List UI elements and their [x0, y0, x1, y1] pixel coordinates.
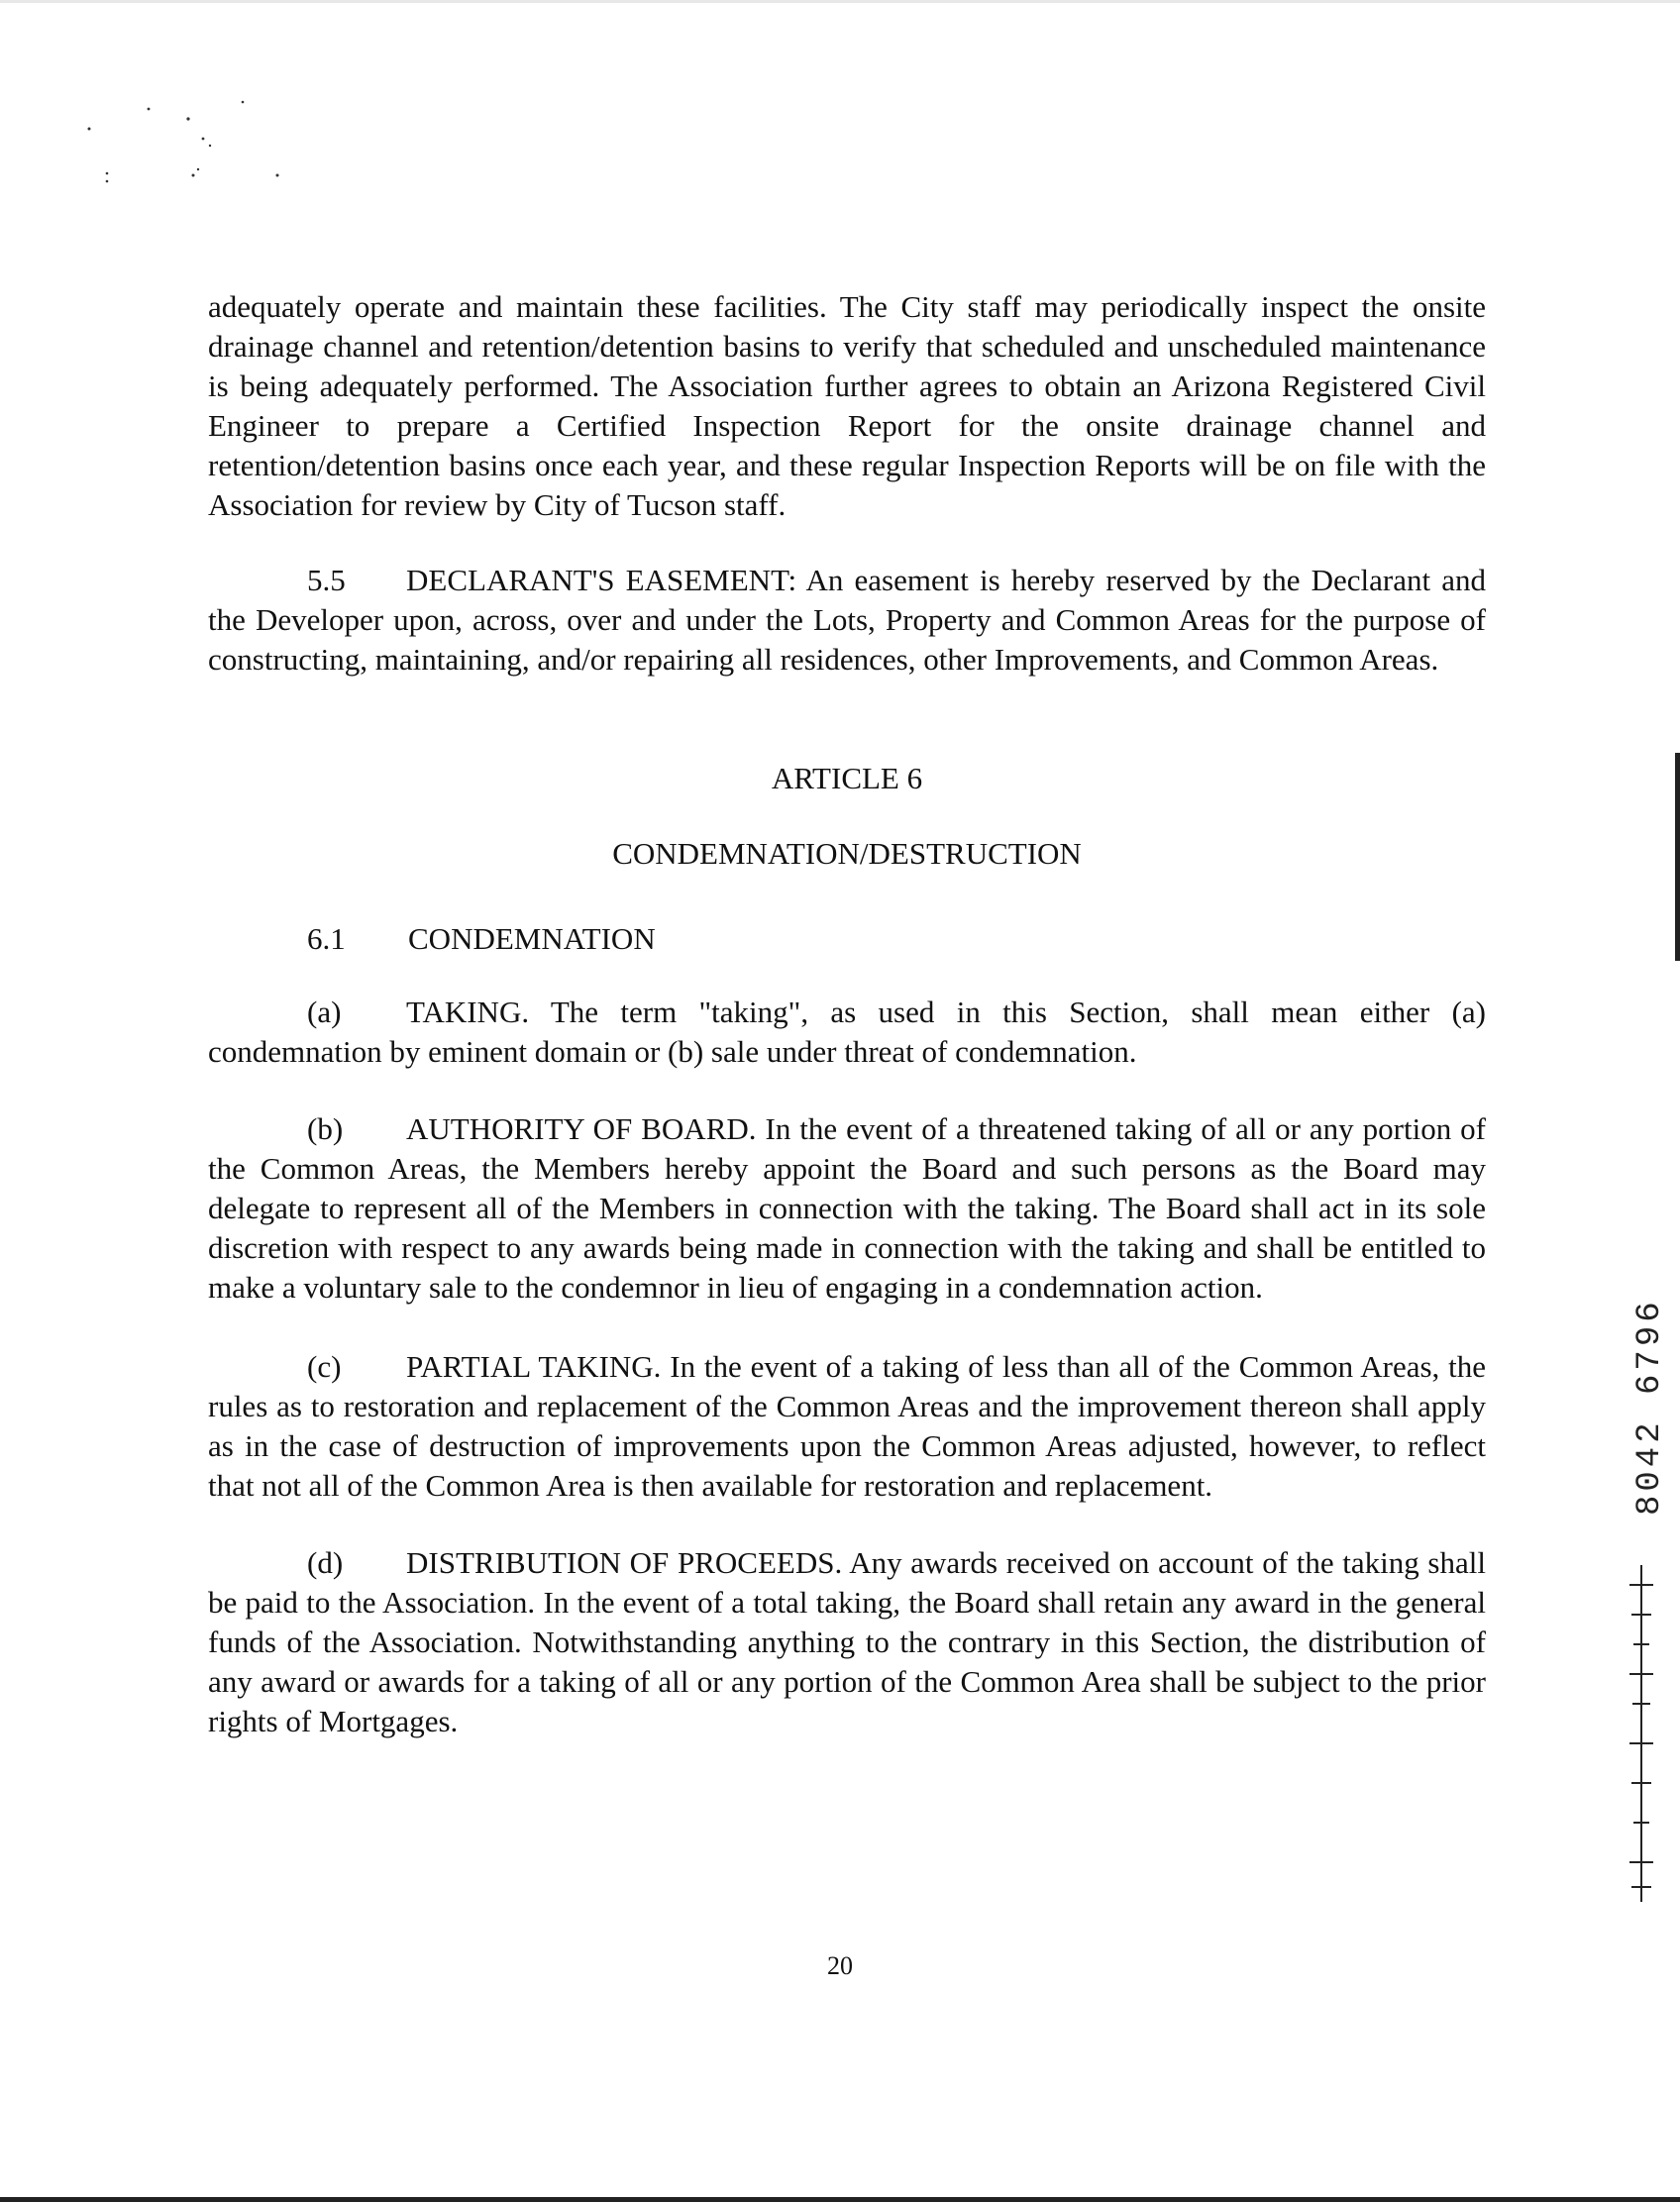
margin-recording-stamp: [1620, 1149, 1669, 1932]
section-5-5-number: 5.5: [307, 563, 346, 597]
article-subtitle: CONDEMNATION/DESTRUCTION: [612, 836, 1082, 871]
subsection-b-label: (b): [307, 1111, 344, 1146]
subsection-d-text: DISTRIBUTION OF PROCEEDS. Any awards received on account of the taking shall be paid to the Association. In the event of a total taking, the Board shall retain any award in the general funds of the Association. Notwithstanding anything to the contrary in this Section, the distribution of any award or awards for a taking of all or any portion of the Common Area shall be subject to the prior rights of Mortgages.: [208, 1545, 1486, 1738]
section-6-1-title: CONDEMNATION: [408, 921, 656, 956]
subsection-b-text: AUTHORITY OF BOARD. In the event of a threatened taking of all or any portion of the Common Areas, the Members hereby appoint the Board and such persons as the Board may delegate to represent all of the Members in connection with the taking. The Board shall act in its sole discretion with respect to any awards being made in connection with the taking and shall be entitled to make a voluntary sale to the condemnor in lieu of engaging in a condemnation action.: [208, 1111, 1486, 1305]
section-6-1-number: 6.1: [307, 921, 346, 956]
margin-stamp-text: 8042 6796: [1631, 1298, 1669, 1516]
section-5-5-paragraph: [208, 561, 1486, 680]
subsection-d-label: (d): [307, 1545, 344, 1580]
section-5-5-text: DECLARANT'S EASEMENT: An easement is hereby reserved by the Declarant and the Developer upon, across, over and under the Lots, Property and Common Areas for the purpose of constructing, maintaining, and/or repairing all residences, other Improvements, and Common Areas.: [208, 563, 1486, 677]
subsection-c-text: PARTIAL TAKING. In the event of a taking of less than all of the Common Areas, the rules as to restoration and replacement of the Common Areas and the improvement thereon shall apply as in the case of destruction of improvements upon the Common Areas adjusted, however, to reflect that not all of the Common Area is then available for restoration and replacement.: [208, 1349, 1486, 1503]
scan-top-edge: [0, 0, 1680, 3]
subsection-a-label: (a): [307, 995, 342, 1029]
paragraph-drainage-maintenance: adequately operate and maintain these facilities. The City staff may periodically inspect the onsite drainage channel and retention/detention basins to verify that scheduled and unscheduled maintenance is being adequately performed. The Association further agrees to obtain an Arizona Registered Civil Engineer to prepare a Certified Inspection Report for the onsite drainage channel and retention/detention basins once each year, and these regular Inspection Reports will be on file with the Association for review by City of Tucson staff.: [208, 289, 1486, 522]
subsection-c-paragraph: [208, 1347, 1486, 1506]
page-number: 20: [827, 1951, 853, 1980]
subsection-a-text: TAKING. The term "taking", as used in this Section, shall mean either (a) condemnation by eminent domain or (b) sale under threat of condemnation.: [208, 995, 1486, 1069]
scan-right-edge: [1675, 753, 1680, 961]
section-6-1-heading: [307, 919, 656, 959]
margin-barcode: [1629, 1565, 1653, 1902]
subsection-b-paragraph: [208, 1109, 1486, 1308]
scan-bottom-edge: [0, 2197, 1680, 2202]
subsection-a-paragraph: [208, 993, 1486, 1072]
scan-specks: [79, 94, 307, 193]
article-title: ARTICLE 6: [771, 761, 923, 795]
subsection-d-paragraph: [208, 1543, 1486, 1741]
subsection-c-label: (c): [307, 1349, 342, 1384]
